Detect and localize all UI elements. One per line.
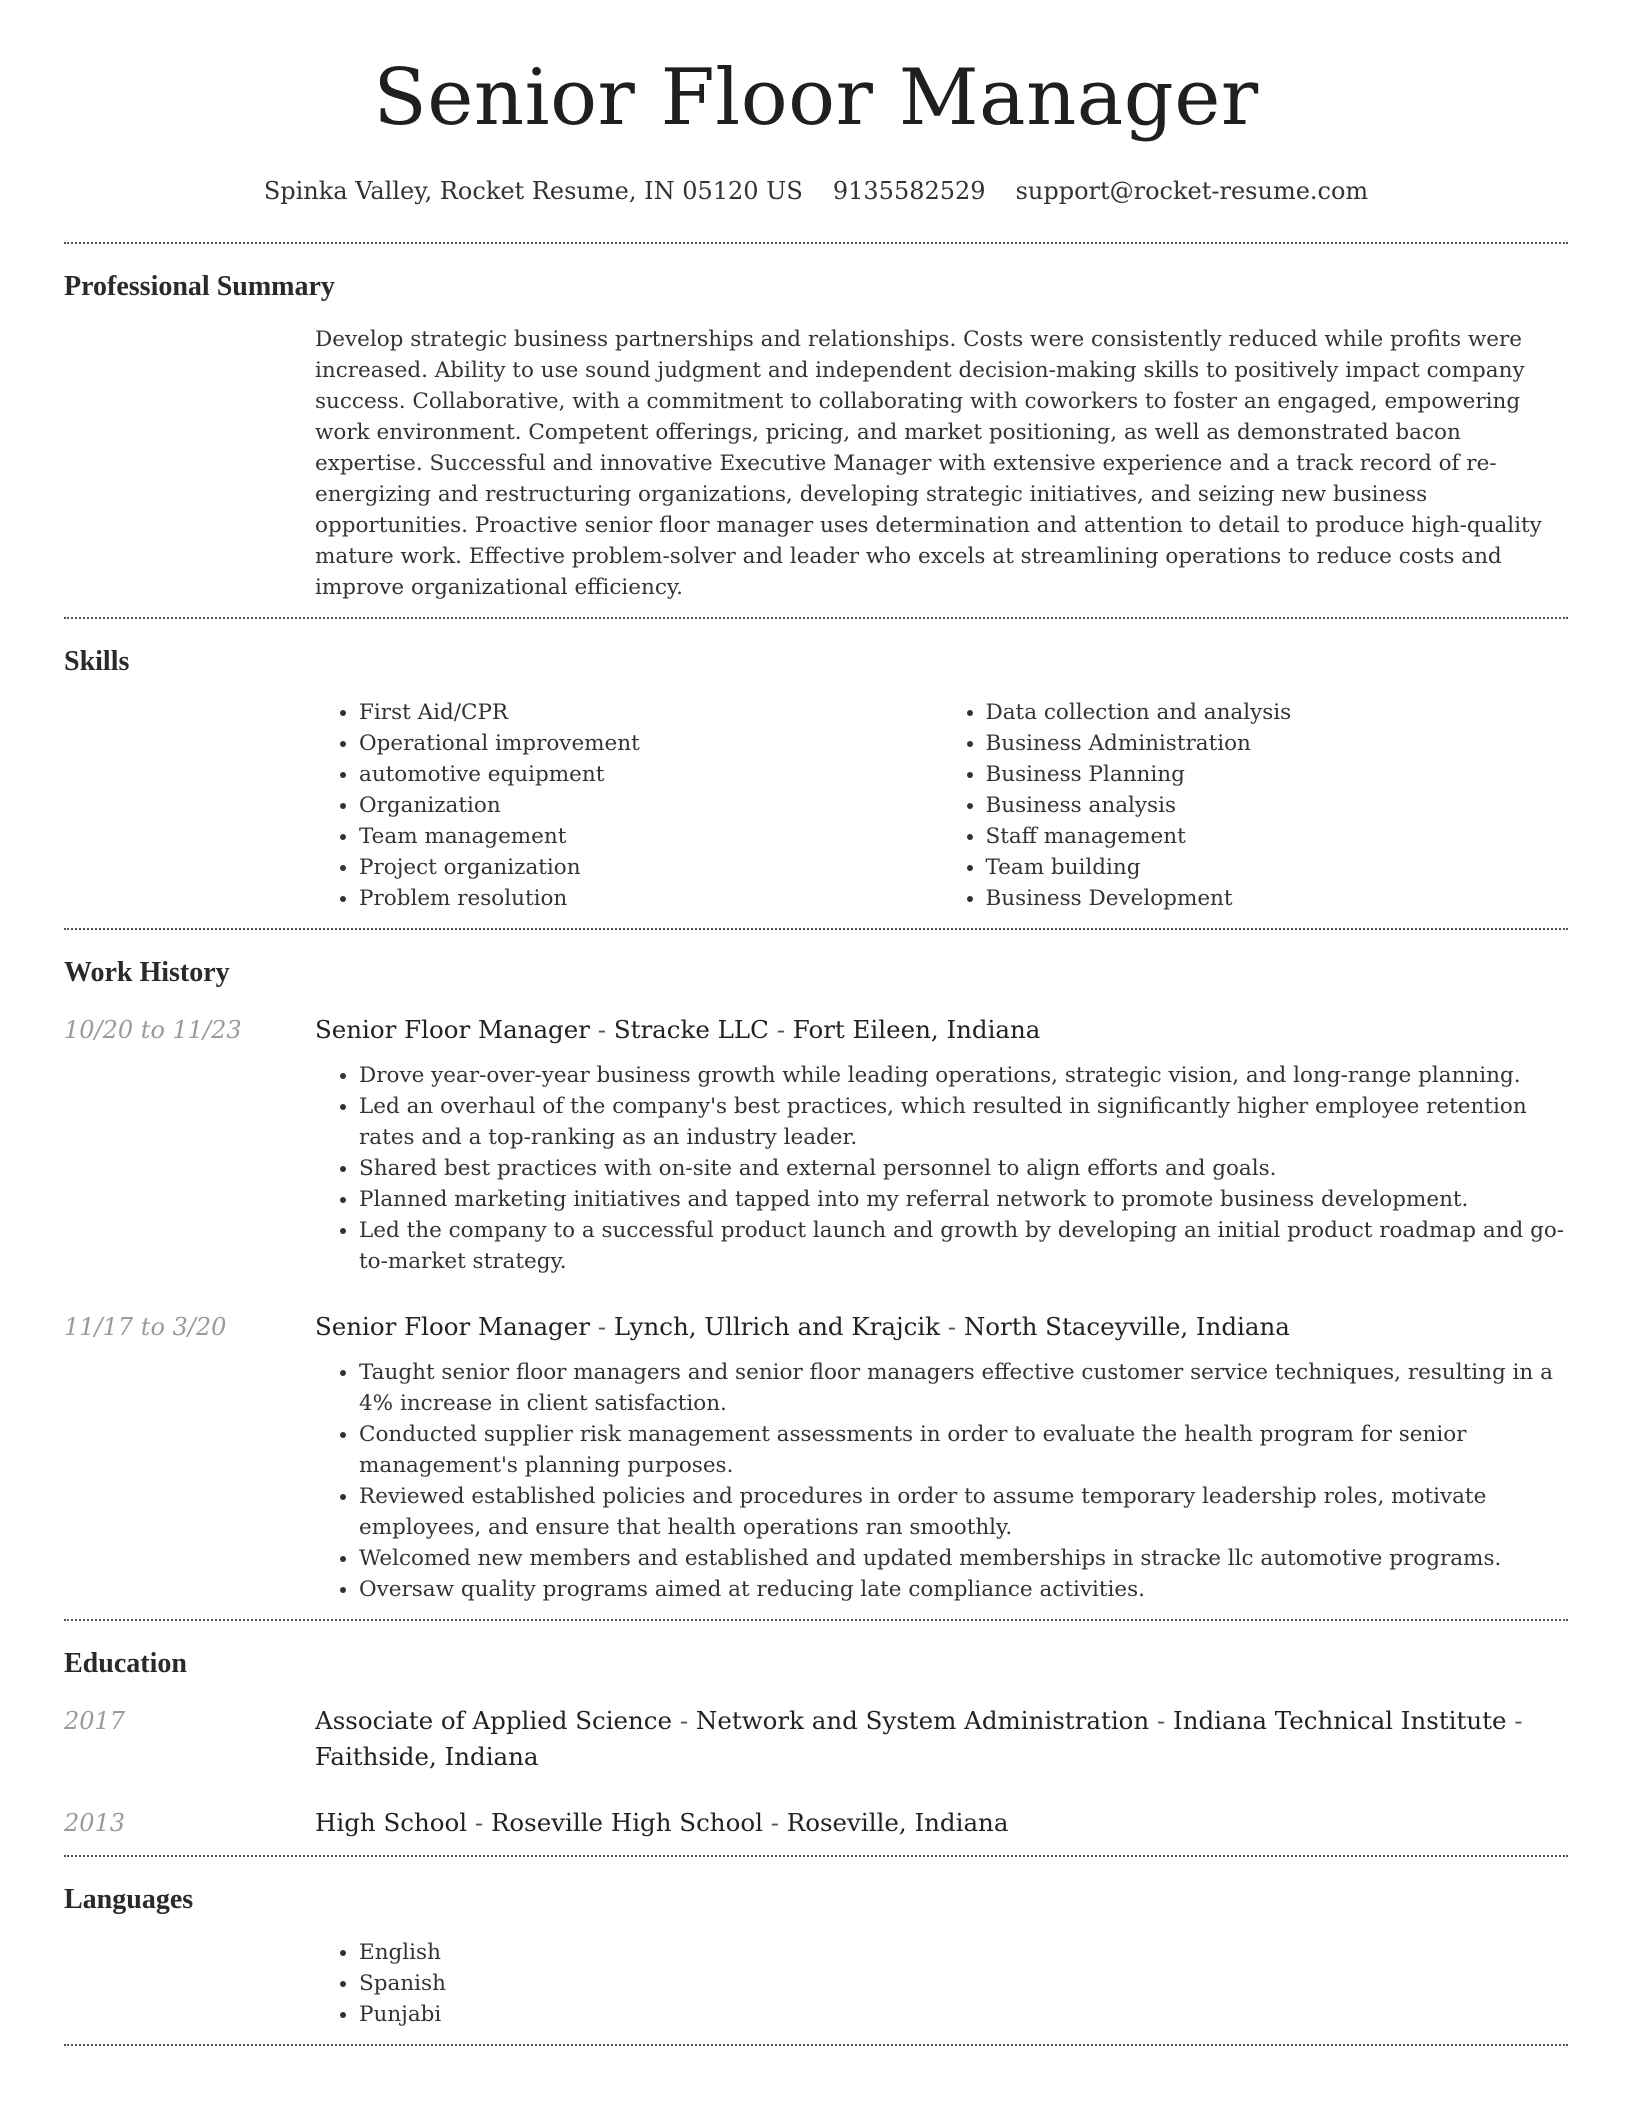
job-location: North Staceyville, Indiana	[963, 1312, 1290, 1341]
education-location: Roseville, Indiana	[786, 1808, 1009, 1837]
job-bullet: • Led an overhaul of the company's best practices, which resulted in significantly higher employee retention rates and a top-ranking as an industry leader.	[359, 1091, 1568, 1153]
job-bullet: • Drove year-over-year business growth while leading operations, strategic vision, and long-range planning.	[359, 1060, 1568, 1091]
job-bullet: • Conducted supplier risk management assessments in order to evaluate the health program for senior management's planning purposes.	[359, 1419, 1568, 1481]
skill-item: • Data collection and analysis	[986, 697, 1569, 728]
job-bullets	[315, 1357, 1568, 1605]
contact-line	[64, 174, 1568, 208]
skill-item: • Team management	[359, 821, 942, 852]
contact-address: Spinka Valley, Rocket Resume, IN 05120 US	[263, 177, 803, 205]
separator: -	[768, 1015, 793, 1044]
education-year: 2013	[64, 1809, 126, 1837]
skill-item: • Problem resolution	[359, 883, 942, 914]
job-entry	[64, 1309, 1568, 1605]
job-bullet: • Oversaw quality programs aimed at reducing late compliance activities.	[359, 1574, 1568, 1605]
languages-items	[315, 1937, 1568, 2030]
languages-list	[315, 1917, 1568, 2044]
education-school: Indiana Technical Institute	[1173, 1706, 1507, 1735]
education-field: Network and System Administration	[695, 1706, 1150, 1735]
skill-item: • automotive equipment	[359, 759, 942, 790]
skills-column-right	[942, 697, 1569, 914]
separator: -	[467, 1808, 491, 1837]
job-bullet: • Reviewed established policies and procedures in order to assume temporary leadership roles, motivate employees, and ensure that health operations ran smoothly.	[359, 1481, 1568, 1543]
language-item: • English	[359, 1937, 1568, 1968]
job-dates: 11/17 to 3/20	[64, 1313, 227, 1341]
divider	[64, 2044, 1568, 2046]
separator: -	[589, 1312, 614, 1341]
separator: -	[589, 1015, 614, 1044]
job-content	[315, 1012, 1568, 1277]
section-title-work: Work History	[64, 957, 230, 988]
job-company: Stracke LLC	[613, 1015, 769, 1044]
summary-text: Develop strategic business partnerships and relationships. Costs were consistently reduced while profits were increased. Ability to use sound judgment and independent decision-making skills to positively impact company success. Collaborative, with a commitment to collaborating with coworkers to foster an engaged, empowering work environment. Competent offerings, pricing, and market positioning, as well as demonstrated bacon expertise. Successful and innovative Executive Manager with extensive experience and a track record of re-energizing and restructuring organizations, developing strategic initiatives, and seizing new business opportunities. Proactive senior floor manager uses determination and attention to detail to produce high-quality mature work. Effective problem-solver and leader who excels at streamlining operations to reduce costs and improve organizational efficiency.	[315, 327, 1542, 600]
job-entry	[64, 1012, 1568, 1277]
section-title-skills: Skills	[64, 646, 130, 677]
skill-item: • Team building	[986, 852, 1569, 883]
education-degree: High School	[315, 1808, 468, 1837]
skills-column-left	[315, 697, 942, 914]
job-bullet: • Welcomed new members and established and updated memberships in stracke llc automotive programs.	[359, 1543, 1568, 1574]
job-company: Lynch, Ullrich and Krajcik	[613, 1312, 940, 1341]
job-bullet: • Shared best practices with on-site and external personnel to align efforts and goals.	[359, 1153, 1568, 1184]
education-content	[315, 1805, 1568, 1841]
job-bullet: • Taught senior floor managers and senior floor managers effective customer service techniques, resulting in a 4% increase in client satisfaction.	[359, 1357, 1568, 1419]
separator: -	[940, 1312, 964, 1341]
education-content	[315, 1703, 1568, 1775]
separator: -	[1506, 1706, 1523, 1735]
education-degree: Associate of Applied Science	[315, 1706, 673, 1735]
job-bullets	[315, 1060, 1568, 1277]
work-history	[64, 1012, 1568, 1619]
skill-item: • Organization	[359, 790, 942, 821]
job-headline	[315, 1309, 1568, 1345]
skills-list	[315, 679, 1568, 928]
job-dates: 10/20 to 11/23	[64, 1016, 242, 1044]
resume-title: Senior Floor Manager	[373, 53, 1259, 143]
skill-item: • Business analysis	[986, 790, 1569, 821]
skill-item: • Staff management	[986, 821, 1569, 852]
education-school: Roseville High School	[490, 1808, 763, 1837]
education-entry	[64, 1805, 1568, 1841]
skill-item: • Business Planning	[986, 759, 1569, 790]
skill-item: • First Aid/CPR	[359, 697, 942, 728]
education-headline	[315, 1703, 1568, 1775]
separator: -	[1149, 1706, 1174, 1735]
skill-item: • Operational improvement	[359, 728, 942, 759]
section-title-education: Education	[64, 1648, 187, 1679]
contact-email[interactable]: support@rocket-resume.com	[1015, 177, 1369, 205]
skill-item: • Business Administration	[986, 728, 1569, 759]
skill-item: • Project organization	[359, 852, 942, 883]
skill-item: • Business Development	[986, 883, 1569, 914]
job-role: Senior Floor Manager	[315, 1015, 590, 1044]
job-role: Senior Floor Manager	[315, 1312, 590, 1341]
separator: -	[672, 1706, 696, 1735]
language-item: • Spanish	[359, 1968, 1568, 1999]
section-title-summary: Professional Summary	[64, 271, 335, 302]
section-title-languages: Languages	[64, 1884, 194, 1915]
education-year: 2017	[64, 1707, 126, 1735]
separator: -	[762, 1808, 787, 1837]
education-headline	[315, 1805, 1568, 1841]
job-headline	[315, 1012, 1568, 1048]
education-location: Faithside, Indiana	[315, 1742, 539, 1771]
job-content	[315, 1309, 1568, 1605]
language-item: • Punjabi	[359, 1999, 1568, 2030]
job-location: Fort Eileen, Indiana	[792, 1015, 1041, 1044]
education-list	[64, 1703, 1568, 1855]
education-entry	[64, 1703, 1568, 1775]
job-bullet: • Led the company to a successful product launch and growth by developing an initial product roadmap and go-to-market strategy.	[359, 1215, 1568, 1277]
job-bullet: • Planned marketing initiatives and tapped into my referral network to promote business development.	[359, 1184, 1568, 1215]
contact-phone: 9135582529	[832, 177, 986, 205]
